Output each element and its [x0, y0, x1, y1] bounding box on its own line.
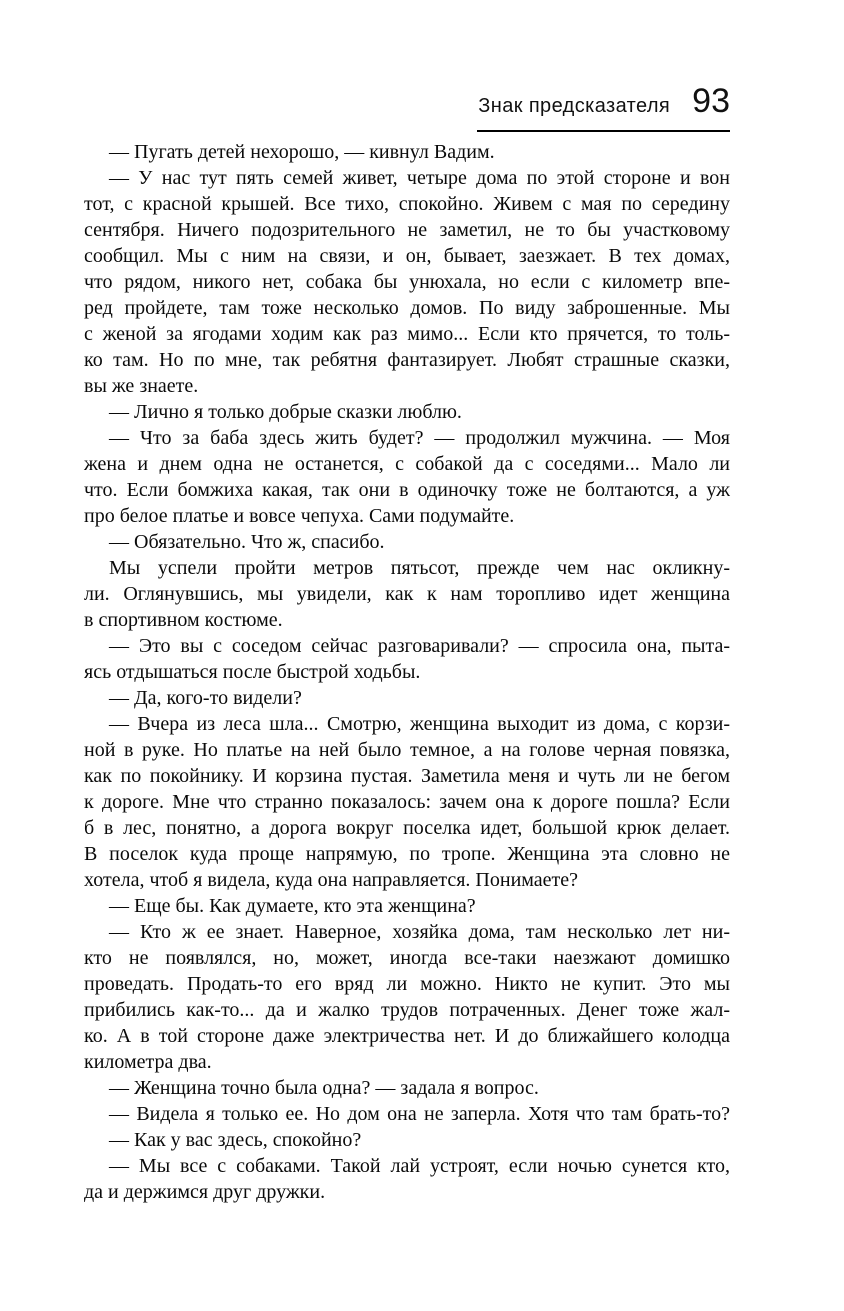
paragraph: [84, 893, 730, 919]
paragraph: [84, 685, 730, 711]
text-line: ли. Оглянувшись, мы увидели, как к нам торопливо идет женщина: [84, 583, 730, 605]
text-line: — У нас тут пять семей живет, четыре дома по этой стороне и вон: [109, 167, 730, 189]
paragraph: [84, 1075, 730, 1101]
paragraph: [84, 919, 730, 1075]
text-line: что рядом, никого нет, собака бы унюхала, но если с километр впе-: [84, 271, 730, 293]
text-line: — Пугать детей нехорошо, — кивнул Вадим.: [109, 141, 495, 163]
text-line: сентября. Ничего подозрительного не заметил, не то бы участковому: [84, 219, 730, 241]
text-line: к дороге. Мне что странно показалось: зачем она к дороге пошла? Если: [84, 791, 730, 813]
text-line: ред пройдете, там тоже несколько домов. По виду заброшенные. Мы: [84, 297, 730, 319]
text-line: — Видела я только ее. Но дом она не заперла. Хотя что там брать-то?: [109, 1103, 730, 1125]
text-line: ко. А в той стороне даже электричества нет. И до ближайшего колодца: [84, 1025, 730, 1047]
text-line: километра два.: [84, 1051, 212, 1073]
paragraph: [84, 165, 730, 399]
paragraph: [84, 1153, 730, 1205]
running-header-rule: [477, 84, 730, 132]
text-line: как по покойнику. И корзина пустая. Заметила меня и чуть ли не бегом: [84, 765, 730, 787]
page-text: [84, 139, 730, 1205]
text-line: в спортивном костюме.: [84, 609, 283, 631]
text-line: что. Если бомжиха какая, так они в одиночку тоже не болтаются, а уж: [84, 479, 730, 501]
text-line: жена и днем одна не останется, с собакой да с соседями... Мало ли: [84, 453, 730, 475]
text-line: Мы успели пройти метров пятьсот, прежде чем нас окликну-: [109, 557, 730, 579]
text-line: — Как у вас здесь, спокойно?: [109, 1129, 362, 1151]
text-line: — Женщина точно была одна? — задала я вопрос.: [109, 1077, 539, 1099]
running-header: [84, 84, 730, 132]
text-line: ясь отдышаться после быстрой ходьбы.: [84, 661, 421, 683]
paragraph: [84, 711, 730, 893]
chapter-title: Знак предсказателя: [478, 95, 671, 117]
paragraph: [84, 139, 730, 165]
paragraph: [84, 399, 730, 425]
page-number: 93: [692, 82, 730, 120]
text-line: кто не появлялся, но, может, иногда все-таки наезжают домишко: [84, 947, 730, 969]
text-line: б в лес, понятно, а дорога вокруг поселка идет, большой крюк делает.: [84, 817, 730, 839]
paragraph: [84, 529, 730, 555]
text-line: вы же знаете.: [84, 375, 199, 397]
text-line: прибились как-то... да и жалко трудов потраченных. Денег тоже жал-: [84, 999, 730, 1021]
text-line: — Что за баба здесь жить будет? — продолжил мужчина. — Моя: [109, 427, 730, 449]
text-line: — Вчера из леса шла... Смотрю, женщина выходит из дома, с корзи-: [109, 713, 730, 735]
text-line: — Это вы с соседом сейчас разговаривали? — спросила она, пыта-: [109, 635, 730, 657]
text-line: про белое платье и вовсе чепуха. Сами подумайте.: [84, 505, 515, 527]
text-line: с женой за ягодами ходим как раз мимо... Если кто прячется, то толь-: [84, 323, 730, 345]
text-line: проведать. Продать-то его вряд ли можно. Никто не купит. Это мы: [84, 973, 730, 995]
paragraph: [84, 633, 730, 685]
text-line: — Кто ж ее знает. Наверное, хозяйка дома, там несколько лет ни-: [109, 921, 730, 943]
paragraph: [84, 1101, 730, 1127]
text-line: В поселок куда проще напрямую, по тропе. Женщина эта словно не: [84, 843, 730, 865]
paragraph: [84, 1127, 730, 1153]
text-line: — Мы все с собаками. Такой лай устроят, если ночью сунется кто,: [109, 1155, 730, 1177]
text-line: — Обязательно. Что ж, спасибо.: [109, 531, 385, 553]
text-line: хотела, чтоб я видела, куда она направляется. Понимаете?: [84, 869, 579, 891]
text-line: ко там. Но по мне, так ребятня фантазирует. Любят страшные сказки,: [84, 349, 730, 371]
text-line: — Да, кого-то видели?: [109, 687, 302, 709]
text-line: — Еще бы. Как думаете, кто эта женщина?: [109, 895, 476, 917]
text-line: ной в руке. Но платье на ней было темное, а на голове черная повязка,: [84, 739, 730, 761]
text-line: сообщил. Мы с ним на связи, и он, бывает, заезжает. В тех домах,: [84, 245, 730, 267]
paragraph: [84, 555, 730, 633]
text-line: — Лично я только добрые сказки люблю.: [109, 401, 462, 423]
text-line: да и держимся друг дружки.: [84, 1181, 326, 1203]
text-line: тот, с красной крышей. Все тихо, спокойно. Живем с мая по середину: [84, 193, 730, 215]
paragraph: [84, 425, 730, 529]
